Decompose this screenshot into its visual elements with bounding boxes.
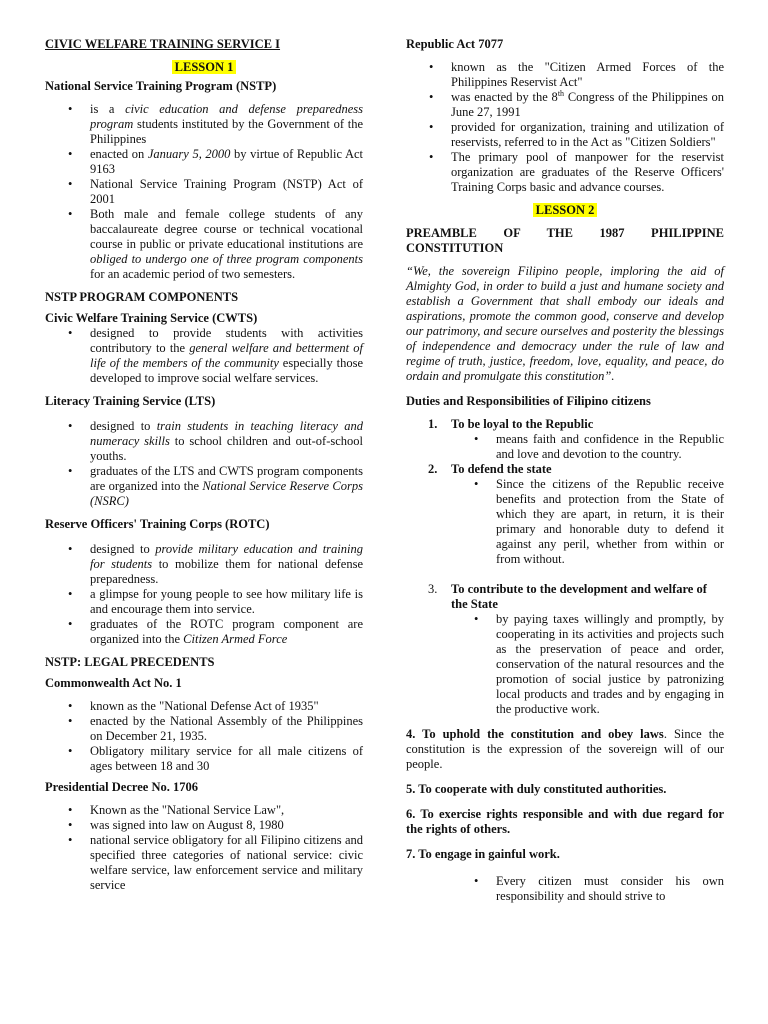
preamble-heading: PREAMBLE OF THE 1987 PHILIPPINE CONSTITUTION bbox=[406, 226, 724, 255]
lesson-1-wrap bbox=[45, 60, 363, 75]
list-item: • Every citizen must consider his own responsibility and should strive to bbox=[496, 874, 724, 904]
lts-heading: Literacy Training Service (LTS) bbox=[45, 394, 216, 408]
right-column bbox=[406, 37, 724, 904]
pd-list bbox=[45, 803, 363, 893]
nstp-list bbox=[45, 102, 363, 282]
pd-heading: Presidential Decree No. 1706 bbox=[45, 780, 198, 794]
ca1-heading: Commonwealth Act No. 1 bbox=[45, 676, 182, 690]
list-item: • a glimpse for young people to see how military life is and encourage them into service. bbox=[90, 587, 363, 617]
list-item: • is a civic education and defense preparedness program students instituted by the Government of the Philippines bbox=[90, 102, 363, 147]
lesson-2-badge: LESSON 2 bbox=[533, 203, 598, 217]
ra-list bbox=[406, 60, 724, 195]
duty-1-title: 1. To be loyal to the Republic bbox=[428, 417, 594, 431]
duty-7: 7. To engage in gainful work. bbox=[406, 847, 560, 861]
list-item: • Obligatory military service for all male citizens of ages between 18 and 30 bbox=[90, 744, 363, 774]
list-item: • Both male and female college students of any baccalaureate degree course or technical vocational course in public or private educational institutions are obliged to undergo one of three program components for an academic period of two semesters. bbox=[90, 207, 363, 282]
ra-heading: Republic Act 7077 bbox=[406, 37, 504, 51]
list-item: • designed to provide students with activities contributory to the general welfare and betterment of life of the members of the community especially those developed to improve social welfare services. bbox=[90, 326, 363, 386]
document-title: CIVIC WELFARE TRAINING SERVICE I bbox=[45, 37, 281, 51]
list-item: • designed to provide military education and training for students to mobilize them for national defense preparedness. bbox=[90, 542, 363, 587]
list-item: • National Service Training Program (NSTP) Act of 2001 bbox=[90, 177, 363, 207]
nstp-heading: National Service Training Program (NSTP) bbox=[45, 79, 277, 93]
list-item: • known as the "Citizen Armed Forces of the Philippines Reservist Act" bbox=[451, 60, 724, 90]
list-item: • enacted by the National Assembly of the Philippines on December 21, 1935. bbox=[90, 714, 363, 744]
duty-4: 4. To uphold the constitution and obey laws. Since the constitution is the expression of the sovereign will of our people. bbox=[406, 727, 724, 771]
list-item: • Since the citizens of the Republic receive benefits and protection from the State of which they are apart, in return, it is their primary and honorable duty to defend it against any peril, whether from within or from without. bbox=[496, 477, 724, 567]
duty-3-title: 3. To contribute to the development and welfare of the State bbox=[428, 582, 707, 611]
left-column bbox=[45, 37, 363, 893]
list-item: • was enacted by the 8th Congress of the Philippines on June 27, 1991 bbox=[451, 90, 724, 120]
list-item: • national service obligatory for all Filipino citizens and specified three categories of national service: civic welfare service, law enforcement service and military service bbox=[90, 833, 363, 893]
list-item: • means faith and confidence in the Republic and love and devotion to the country. bbox=[496, 432, 724, 462]
ca1-list bbox=[45, 699, 363, 774]
duty-7-list bbox=[406, 874, 724, 904]
rotc-list bbox=[45, 542, 363, 647]
list-item: • provided for organization, training and utilization of reservists, referred to in the Act as "Citizen Soldiers" bbox=[451, 120, 724, 150]
cwts-list bbox=[45, 326, 363, 386]
preamble-text: “We, the sovereign Filipino people, imploring the aid of Almighty God, in order to build a just and humane society and establish a Government that shall embody our ideals and aspirations, promote the common good, conserve and develop our patrimony, and secure ourselves and posterity the blessings of independence and democracy under the rule of law and regime of truth, justice, freedom, love, equality, and peace, do ordain and promulgate this constitution”. bbox=[406, 264, 724, 383]
duty-2-title: 2. To defend the state bbox=[428, 462, 552, 476]
list-item: • designed to train students in teaching literacy and numeracy skills to school children and out-of-school youths. bbox=[90, 419, 363, 464]
cwts-heading: Civic Welfare Training Service (CWTS) bbox=[45, 311, 258, 325]
lesson-2-wrap bbox=[406, 203, 724, 218]
list-item: • Known as the "National Service Law", bbox=[90, 803, 363, 818]
rotc-heading: Reserve Officers' Training Corps (ROTC) bbox=[45, 517, 270, 531]
lts-list bbox=[45, 419, 363, 509]
duties-heading: Duties and Responsibilities of Filipino citizens bbox=[406, 394, 651, 408]
list-item: • The primary pool of manpower for the reservist organization are graduates of the Reserve Officers' Training Corps basic and advance courses. bbox=[451, 150, 724, 195]
lesson-1-badge: LESSON 1 bbox=[172, 60, 237, 74]
duty-3-list bbox=[406, 612, 724, 717]
list-item: • graduates of the ROTC program component are organized into the Citizen Armed Force bbox=[90, 617, 363, 647]
duty-5: 5. To cooperate with duly constituted authorities. bbox=[406, 782, 667, 796]
legal-heading: NSTP: LEGAL PRECEDENTS bbox=[45, 655, 215, 669]
list-item: • by paying taxes willingly and promptly, by cooperating in its activities and projects such as the preservation of peace and order, conservation of the natural resources and the promotion of social justice by patronizing local products and trades and by engaging in the productive work. bbox=[496, 612, 724, 717]
duty-1-list bbox=[406, 432, 724, 462]
list-item: • known as the "National Defense Act of 1935" bbox=[90, 699, 363, 714]
list-item: • enacted on January 5, 2000 by virtue of Republic Act 9163 bbox=[90, 147, 363, 177]
list-item: • graduates of the LTS and CWTS program components are organized into the National Service Reserve Corps (NSRC) bbox=[90, 464, 363, 509]
duty-2-list bbox=[406, 477, 724, 567]
components-heading: NSTP PROGRAM COMPONENTS bbox=[45, 290, 239, 304]
list-item: • was signed into law on August 8, 1980 bbox=[90, 818, 363, 833]
duty-6: 6. To exercise rights responsible and with due regard for the rights of others. bbox=[406, 807, 724, 836]
